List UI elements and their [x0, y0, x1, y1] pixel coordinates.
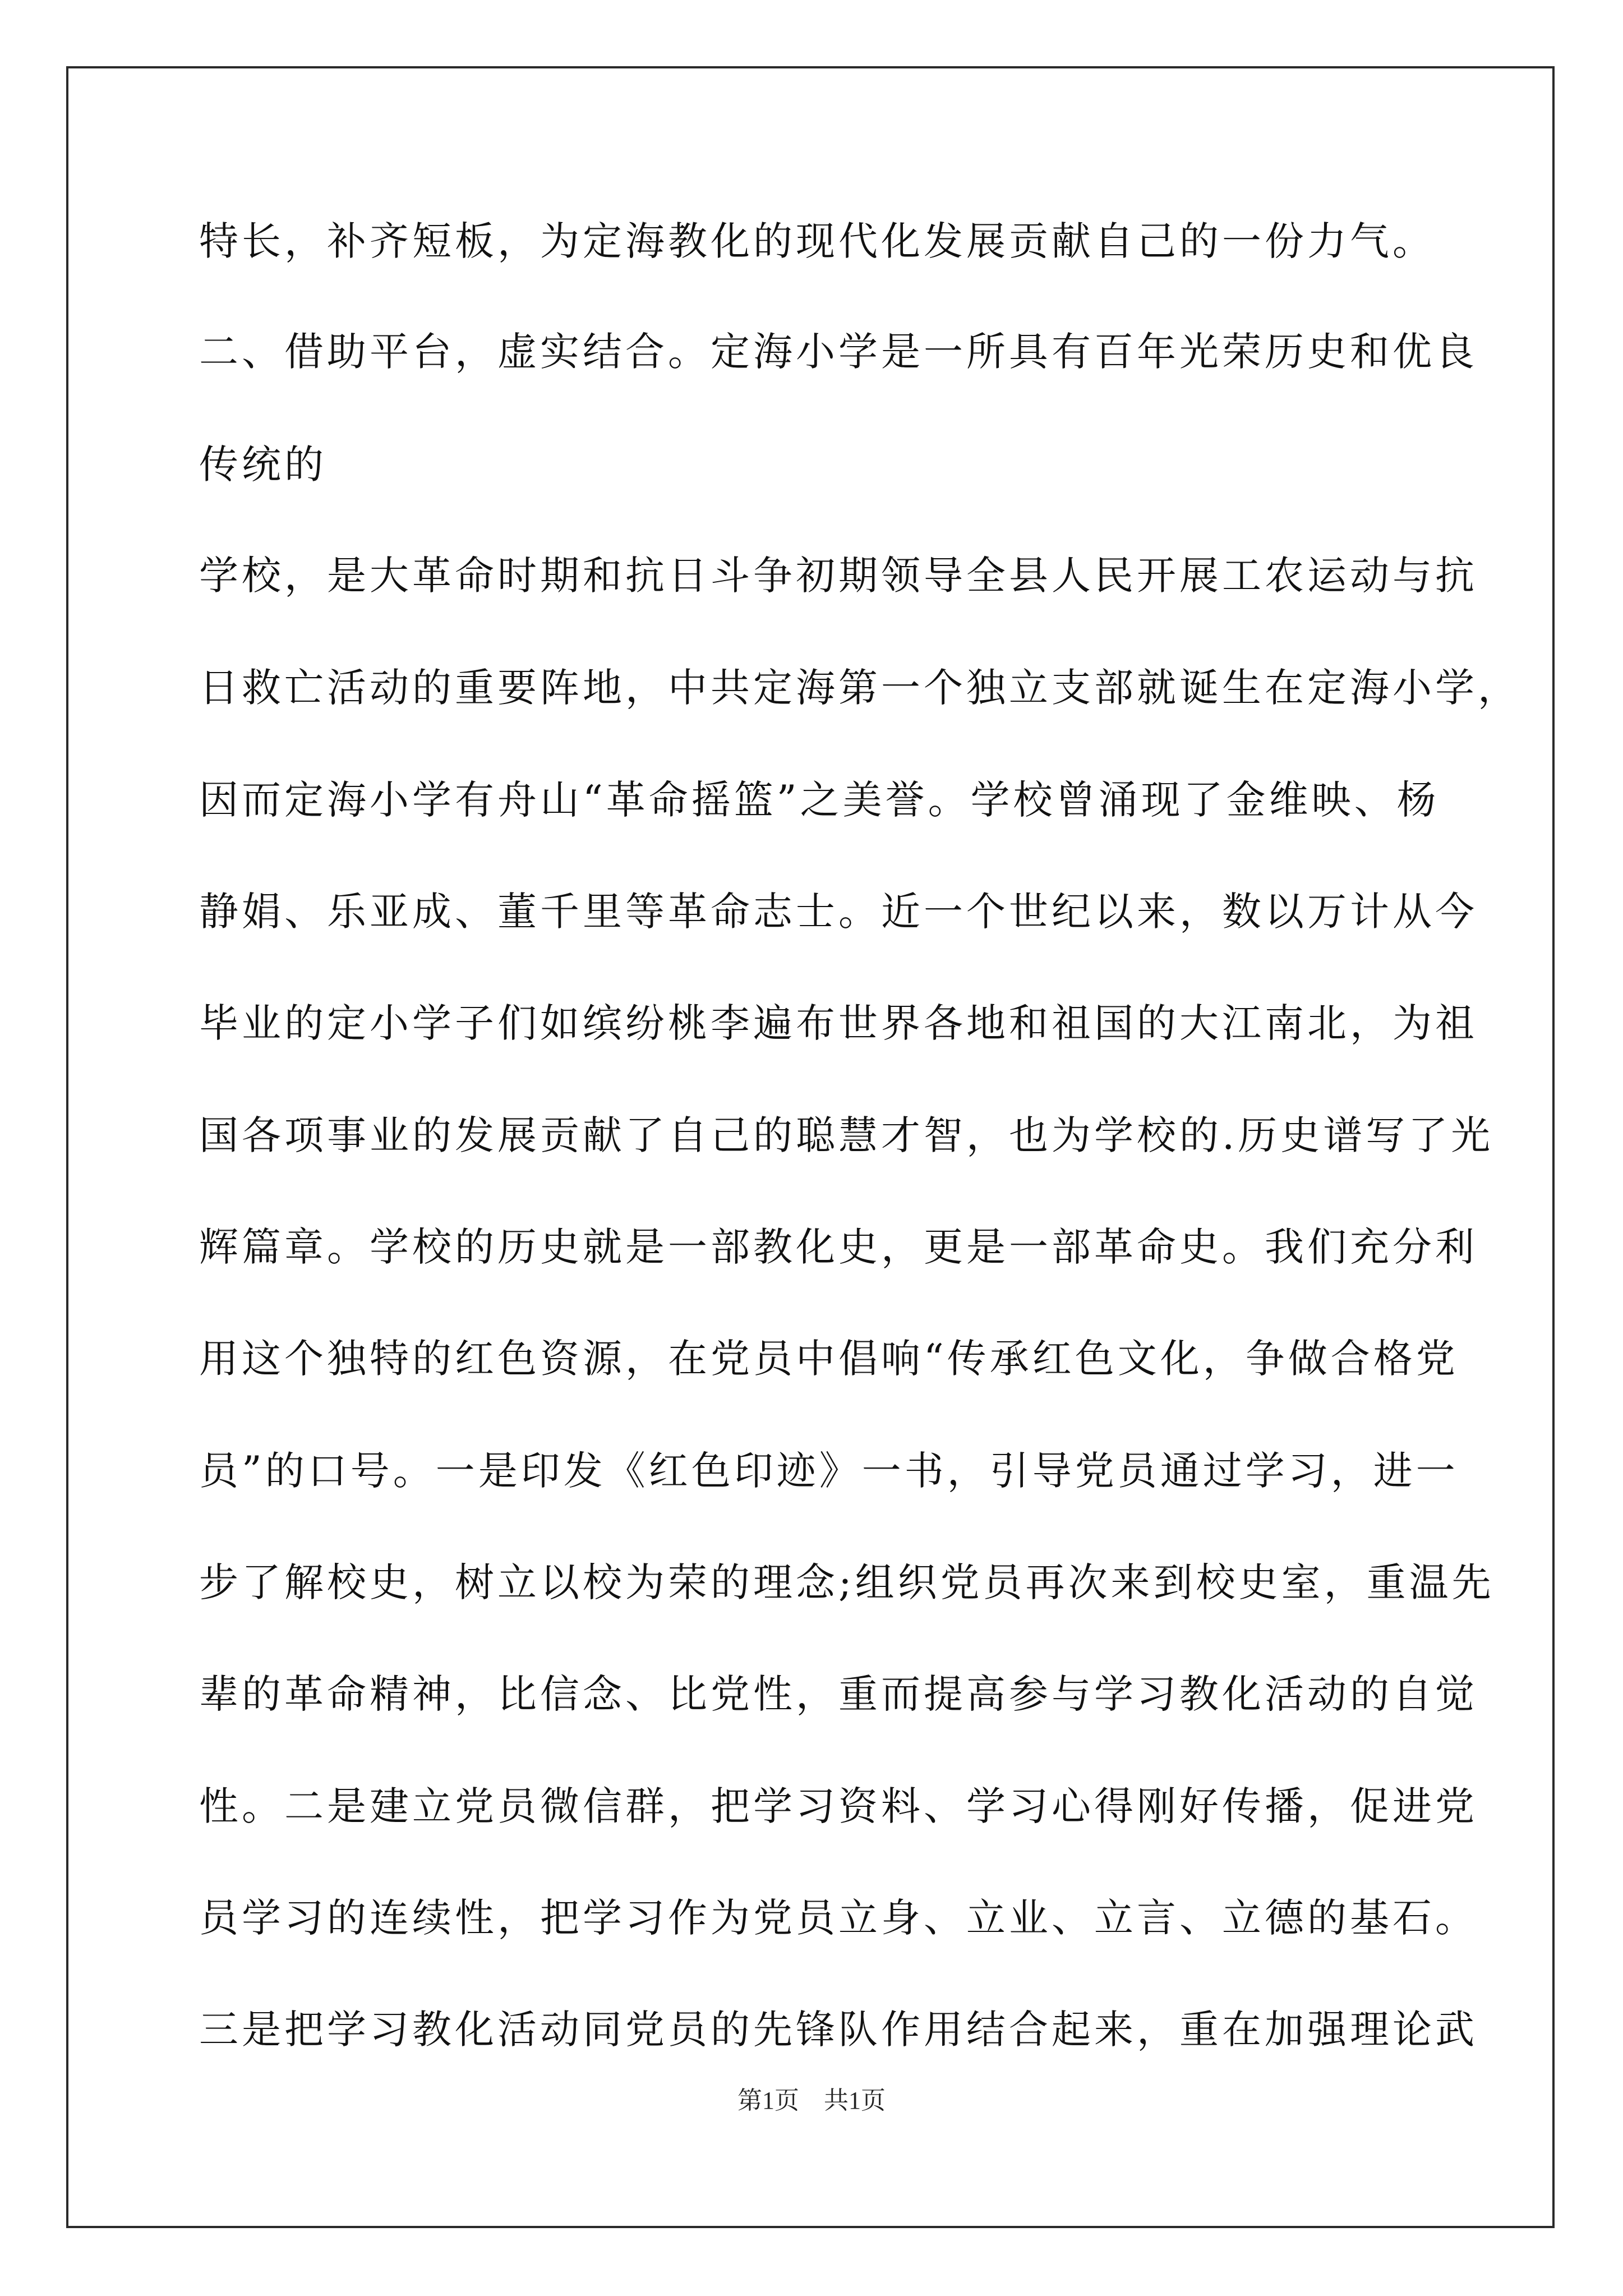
text-line: 步了解校史，树立以校为荣的理念;组织党员再次来到校史室，重温先 [199, 1559, 1495, 1605]
text-line: 传统的 [199, 441, 327, 487]
text-line: 日救亡活动的重要阵地，中共定海第一个独立支部就诞生在定海小学， [199, 665, 1520, 711]
text-line: 二、借助平台，虚实结合。定海小学是一所具有百年光荣历史和优良 [199, 329, 1478, 375]
text-line: 静娟、乐亚成、董千里等革命志士。近一个世纪以来，数以万计从今 [199, 889, 1478, 935]
text-line: 毕业的定小学子们如缤纷桃李遍布世界各地和祖国的大江南北，为祖 [199, 1000, 1478, 1046]
text-line: 三是把学习教化活动同党员的先锋队作用结合起来，重在加强理论武 [199, 2007, 1478, 2053]
text-line: 辉篇章。学校的历史就是一部教化史，更是一部革命史。我们充分利 [199, 1224, 1478, 1270]
text-line: 用这个独特的红色资源，在党员中倡响“传承红色文化，争做合格党 [199, 1336, 1459, 1382]
text-line: 学校，是大革命时期和抗日斗争初期领导全县人民开展工农运动与抗 [199, 553, 1478, 599]
text-line: 性。二是建立党员微信群，把学习资料、学习心得刚好传播，促进党 [199, 1783, 1478, 1829]
text-line: 特长，补齐短板，为定海教化的现代化发展贡献自己的一份力气。 [199, 218, 1435, 264]
text-line: 员学习的连续性，把学习作为党员立身、立业、立言、立德的基石。 [199, 1895, 1478, 1941]
text-line: 国各项事业的发展贡献了自己的聪慧才智，也为学校的.历史谱写了光 [199, 1112, 1494, 1158]
text-line: 因而定海小学有舟山“革命摇篮”之美誉。学校曾涌现了金维映、杨 [199, 777, 1440, 823]
text-line: 员”的口号。一是印发《红色印迹》一书，引导党员通过学习，进一 [199, 1448, 1459, 1494]
text-line: 辈的革命精神，比信念、比党性，重而提高参与学习教化活动的自觉 [199, 1671, 1478, 1717]
page-number: 第1页 共1页 [737, 2087, 886, 2114]
